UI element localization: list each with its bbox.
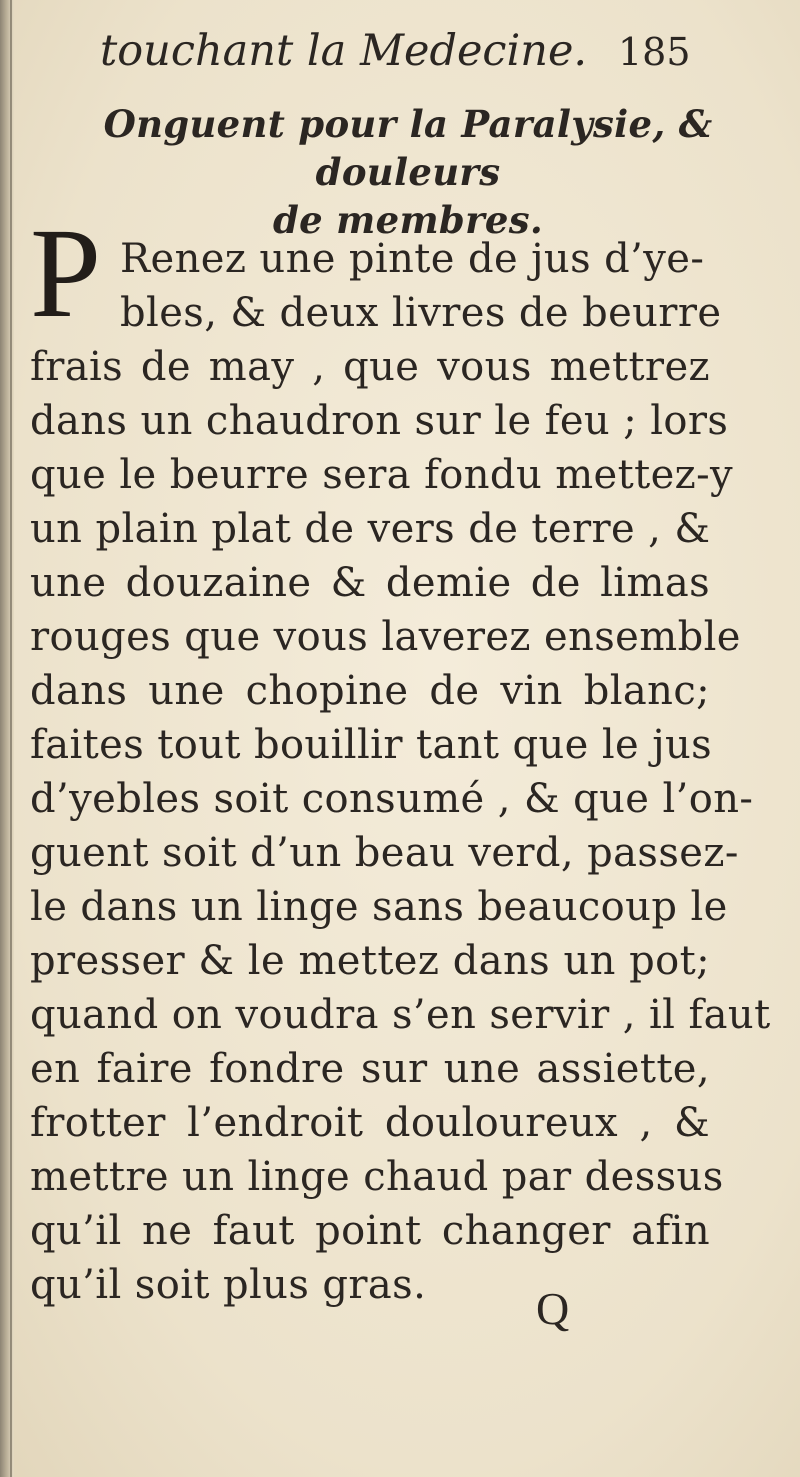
body-line: d’yebles soit consumé , & que l’on- (30, 776, 754, 822)
running-head (100, 26, 740, 86)
body-line: quand on voudra s’en servir , il faut (30, 992, 771, 1038)
drop-cap: P (30, 202, 102, 344)
body-line: qu’il soit plus gras. (30, 1262, 427, 1308)
body-line: une douzaine & demie de limas (30, 560, 710, 606)
section-heading (28, 100, 788, 244)
heading-line-2: de membres. (272, 198, 544, 242)
gutter-line (10, 0, 12, 1477)
body-line: faites tout bouillir tant que le jus (30, 722, 713, 768)
body-line: dans un chaudron sur le feu ; lors (30, 398, 729, 444)
body-line: Renez une pinte de jus d’ye- (120, 236, 705, 282)
body-line: presser & le mettez dans un pot; (30, 938, 710, 984)
running-head-title: touchant la Medecine. (100, 26, 588, 76)
heading-line-1: Onguent pour la Paralysie, & douleurs (103, 102, 713, 194)
catchword: Q (536, 1283, 570, 1334)
body-line: frotter l’endroit douloureux , & (30, 1100, 710, 1146)
body-line: en faire fondre sur une assiette, (30, 1046, 710, 1092)
body-line: dans une chopine de vin blanc; (30, 668, 710, 714)
body-line: bles, & deux livres de beurre (120, 290, 722, 336)
body-line: le dans un linge sans beaucoup le (30, 884, 728, 930)
body-line: mettre un linge chaud par dessus (30, 1154, 724, 1200)
body-line: rouges que vous laverez ensemble (30, 614, 741, 660)
body-line: un plain plat de vers de terre , & (30, 506, 711, 552)
body-line: qu’il ne faut point changer afin (30, 1208, 710, 1254)
page-number: 185 (618, 30, 691, 74)
body-line: frais de may , que vous mettrez (30, 344, 710, 390)
body-line: que le beurre sera fondu mettez-y (30, 452, 734, 498)
body-line: guent soit d’un beau verd, passez- (30, 830, 739, 876)
